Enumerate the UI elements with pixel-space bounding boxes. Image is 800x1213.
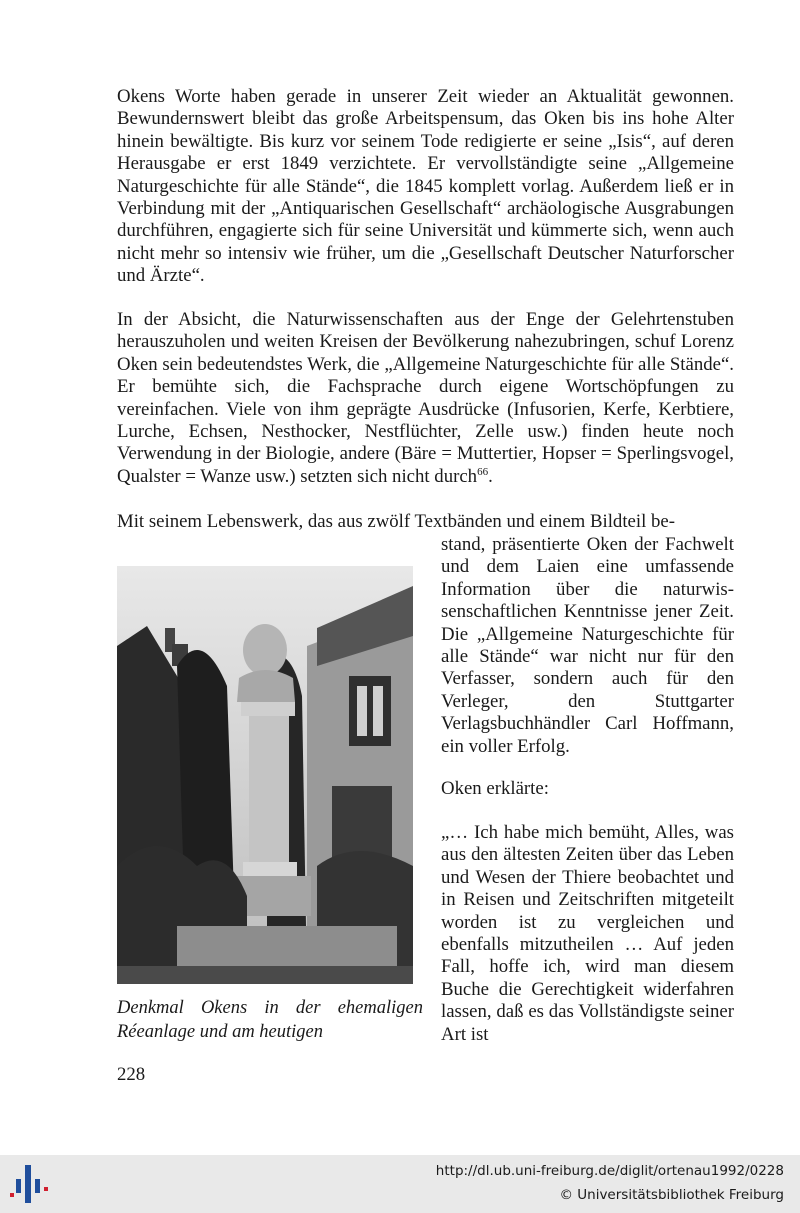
- library-footer-bar: [0, 1155, 800, 1213]
- ub-freiburg-logo-icon: [8, 1163, 52, 1205]
- paragraph-3-column: stand, präsentierte Oken der Fachwelt und dem Laien eine umfassende Information über die naturwissenschaftlichen Kenntnisse jener Zeit. Die „Allgemeine Naturgeschichte für alle Stände“ war nicht nur für den Verfasser, sondern auch für den Verleger, den Stuttgarter Verlagsbuchhändler Carl Hoffmann, ein voller Erfolg.: [441, 534, 734, 757]
- paragraph-3-first-line: Mit seinem Lebenswerk, das aus zwölf Textbänden und einem Bildteil be-: [117, 511, 675, 532]
- quotation: „… Ich habe mich bemüht, Alles, was aus den ältesten Zeiten über das Leben und Wesen der Thiere beobachtet und in Reisen und Zeitschriften mitgeteilt worden ist zu vergleichen und ebenfalls mitzutheilen … Auf jeden Fall, hoffe ich, wird man diesem Buche die Gerechtigkeit widerfahren lassen, daß es das Vollständigste seiner Art ist: [441, 822, 734, 1045]
- copyright-text: © Universitätsbibliothek Freiburg: [559, 1187, 784, 1203]
- paragraph-2: [117, 309, 734, 488]
- monument-photo: [117, 566, 413, 984]
- photo-caption: Denkmal Okens in der ehemaligen Réeanlage und am heutigen: [117, 998, 423, 1042]
- oken-monument-image: [117, 566, 413, 984]
- source-url-link[interactable]: http://dl.ub.uni-freiburg.de/diglit/ortenau1992/0228: [435, 1163, 784, 1179]
- paragraph-4: Oken erklärte:: [441, 778, 549, 799]
- page-number: 228: [117, 1064, 146, 1085]
- paragraph-2-end: .: [488, 465, 493, 487]
- paragraph-2-text: In der Absicht, die Naturwissenschaften aus der Enge der Gelehrtenstuben herauszuholen und weiten Kreisen der Bevölkerung nahezubringen, schuf Lorenz Oken sein bedeutendstes Werk, die „Allgemeine Naturgeschichte für alle Stände“. Er bemühte sich, die Fachsprache durch eigene Wortschöpfungen zu vereinfachen. Viele von ihm geprägte Ausdrücke (Infusorien, Kerfe, Kerbtiere, Lurche, Echsen, Nesthocker, Nestflüchter, Zelle usw.) finden heute noch Verwendung in der Biologie, andere (Bäre = Muttertier, Hopser = Sperlingsvogel, Qualster = Wanze usw.) setzten sich nicht durch: [117, 309, 734, 487]
- paragraph-1: Okens Worte haben gerade in unserer Zeit wieder an Aktualität gewonnen. Bewundernswert bleibt das große Arbeitspensum, das Oken bis ins hohe Alter hinein bewältigte. Bis kurz vor seinem Tode redigierte er seine „Isis“, auf deren Herausgabe er erst 1849 verzichtete. Er vervollständigte seine „Allgemeine Naturgeschichte für alle Stände“, die 1845 komplett vorlag. Außerdem ließ er in Verbindung mit der „Antiquarischen Gesellschaft“ archäologische Ausgrabungen durchführen, engagierte sich für seine Universität und kümmerte sich, wenn auch nicht mehr so intensiv wie früher, um die „Gesellschaft Deutscher Naturforscher und Ärzte“.: [117, 86, 734, 287]
- footnote-reference: 66: [477, 465, 489, 478]
